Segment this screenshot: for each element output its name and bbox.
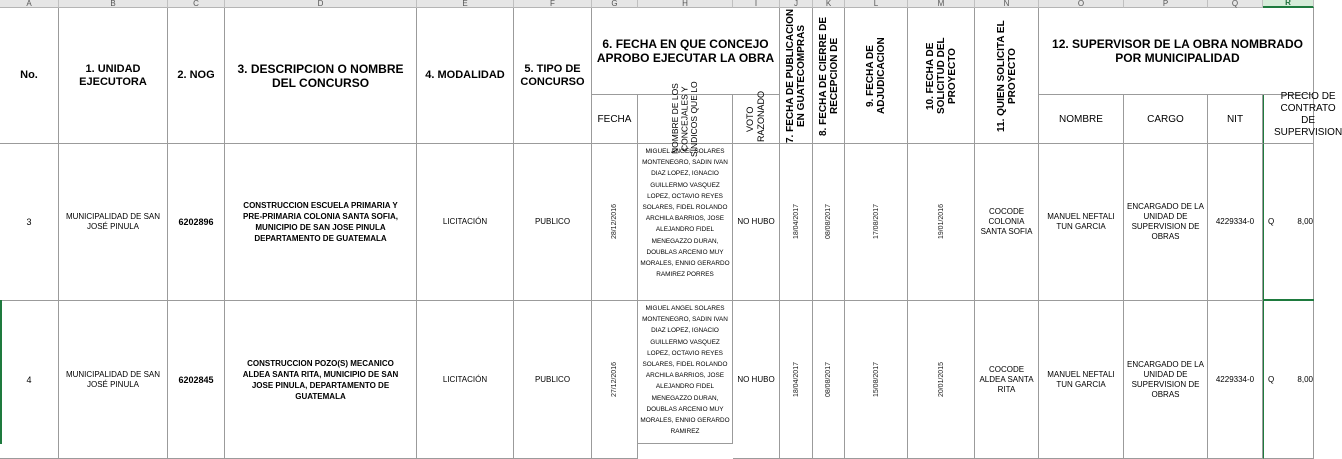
column-header-P[interactable]: P bbox=[1124, 0, 1208, 8]
column-header-G[interactable]: G bbox=[592, 0, 638, 8]
column-header-R[interactable]: R bbox=[1263, 0, 1314, 8]
cell-cierre[interactable]: 08/08/2017 bbox=[813, 144, 845, 301]
cell-adjudicacion[interactable]: 15/08/2017 bbox=[845, 301, 908, 459]
column-header-F[interactable]: F bbox=[514, 0, 592, 8]
cell-nog[interactable]: 6202896 bbox=[168, 144, 225, 301]
header-quien-solicita[interactable]: 11. QUIEN SOLICITA EL PROYECTO bbox=[975, 8, 1039, 144]
header-nog[interactable]: 2. NOG bbox=[168, 8, 225, 144]
cell-publicacion[interactable]: 18/04/2017 bbox=[780, 301, 813, 459]
cell-descripcion[interactable]: CONSTRUCCION ESCUELA PRIMARIA Y PRE-PRIMARIA COLONIA SANTA SOFIA, MUNICIPIO DE SAN JOSE PINULA DEPARTAMENTO DE GUATEMALA bbox=[225, 144, 417, 301]
header-supervisor[interactable]: 12. SUPERVISOR DE LA OBRA NOMBRADO POR MUNICIPALIDAD bbox=[1039, 8, 1314, 95]
column-header-C[interactable]: C bbox=[168, 0, 225, 8]
header-cierre[interactable]: 8. FECHA DE CIERRE DE RECEPCION DE bbox=[813, 8, 845, 144]
currency-symbol: Q bbox=[1268, 374, 1275, 384]
cell-modalidad[interactable]: LICITACIÓN bbox=[417, 144, 514, 301]
header-fecha[interactable]: FECHA bbox=[592, 95, 638, 144]
column-header-A[interactable]: A bbox=[0, 0, 59, 8]
cell-cargo[interactable]: ENCARGADO DE LA UNIDAD DE SUPERVISION DE OBRAS bbox=[1124, 144, 1208, 301]
header-adjudicacion[interactable]: 9. FECHA DE ADJUDICACION bbox=[845, 8, 908, 144]
cell-no[interactable]: 4 bbox=[0, 301, 59, 459]
header-fecha-concejo[interactable]: 6. FECHA EN QUE CONCEJO APROBO EJECUTAR LA OBRA bbox=[592, 8, 780, 95]
column-header-Q[interactable]: Q bbox=[1208, 0, 1263, 8]
column-header-H[interactable]: H bbox=[638, 0, 733, 8]
header-cargo[interactable]: CARGO bbox=[1124, 95, 1208, 144]
cell-no[interactable]: 3 bbox=[0, 144, 59, 301]
price-value: 8,00 bbox=[1297, 217, 1313, 226]
cell-unidad[interactable]: MUNICIPALIDAD DE SAN JOSÉ PINULA bbox=[59, 144, 168, 301]
header-nombre[interactable]: NOMBRE bbox=[1039, 95, 1124, 144]
cell-solicitud[interactable]: 19/01/2016 bbox=[908, 144, 975, 301]
cell-adjudicacion[interactable]: 17/08/2017 bbox=[845, 144, 908, 301]
column-header-E[interactable]: E bbox=[417, 0, 514, 8]
column-header-D[interactable]: D bbox=[225, 0, 417, 8]
cell-precio[interactable] bbox=[1263, 301, 1314, 459]
cell-concejales[interactable]: MIGUEL ANGEL SOLARES MONTENEGRO, SADIN IVAN DIAZ LOPEZ, IGNACIO GUILLERMO VASQUEZ LOPEZ, OCTAVIO REYES SOLARES, FIDEL ROLANDO ARCHILA BARRIOS, JOSE ALEJANDRO FIDEL MENEGAZZO DURAN, DOUBLAS ARCENIO MUY MORALES, ENNIO GERARDO RAMIREZ bbox=[638, 301, 733, 444]
row-selection-marker bbox=[0, 300, 2, 444]
header-nombre-concejales[interactable]: NOMBRE DE LOS CONCEJALES Y SINDICOS QUE LO bbox=[638, 95, 733, 144]
cell-tipo[interactable]: PUBLICO bbox=[514, 144, 592, 301]
header-nit[interactable]: NIT bbox=[1208, 95, 1263, 144]
header-solicitud[interactable]: 10. FECHA DE SOLICITUD DEL PROYECTO bbox=[908, 8, 975, 144]
column-header-K[interactable]: K bbox=[813, 0, 845, 8]
cell-unidad[interactable]: MUNICIPALIDAD DE SAN JOSÉ PINULA bbox=[59, 301, 168, 459]
cell-quien[interactable]: COCODE ALDEA SANTA RITA bbox=[975, 301, 1039, 459]
cell-cierre[interactable]: 08/08/2017 bbox=[813, 301, 845, 459]
cell-nog[interactable]: 6202845 bbox=[168, 301, 225, 459]
cell-nit[interactable]: 4229334-0 bbox=[1208, 301, 1263, 459]
cell-nit[interactable]: 4229334-0 bbox=[1208, 144, 1263, 301]
cell-nombre[interactable]: MANUEL NEFTALI TUN GARCIA bbox=[1039, 144, 1124, 301]
cell-tipo[interactable]: PUBLICO bbox=[514, 301, 592, 459]
header-descripcion[interactable]: 3. DESCRIPCION O NOMBRE DEL CONCURSO bbox=[225, 8, 417, 144]
column-header-B[interactable]: B bbox=[59, 0, 168, 8]
header-voto-razonado[interactable]: VOTO RAZONADO bbox=[733, 95, 780, 144]
cell-quien[interactable]: COCODE COLONIA SANTA SOFIA bbox=[975, 144, 1039, 301]
cell-descripcion[interactable]: CONSTRUCCION POZO(S) MECANICO ALDEA SANTA RITA, MUNICIPIO DE SAN JOSE PINULA, DEPARTAMENTO DE GUATEMALA bbox=[225, 301, 417, 459]
price-value: 8,00 bbox=[1297, 374, 1313, 384]
header-tipo-concurso[interactable]: 5. TIPO DE CONCURSO bbox=[514, 8, 592, 144]
cell-fecha[interactable]: 28/12/2016 bbox=[592, 144, 638, 301]
header-unidad-ejecutora[interactable]: 1. UNIDAD EJECUTORA bbox=[59, 8, 168, 144]
cell-publicacion[interactable]: 18/04/2017 bbox=[780, 144, 813, 301]
active-cell-border bbox=[1263, 299, 1314, 301]
header-precio-supervision[interactable]: PRECIO DE CONTRATO DE SUPERVISION bbox=[1263, 95, 1314, 144]
header-no[interactable]: No. bbox=[0, 8, 59, 144]
column-header-M[interactable]: M bbox=[908, 0, 975, 8]
cell-modalidad[interactable]: LICITACIÓN bbox=[417, 301, 514, 459]
column-header-J[interactable]: J bbox=[780, 0, 813, 8]
cell-nombre[interactable]: MANUEL NEFTALI TUN GARCIA bbox=[1039, 301, 1124, 459]
cell-voto[interactable]: NO HUBO bbox=[733, 301, 780, 459]
column-header-I[interactable]: I bbox=[733, 0, 780, 8]
cell-solicitud[interactable]: 20/01/2015 bbox=[908, 301, 975, 459]
cell-fecha[interactable]: 27/12/2016 bbox=[592, 301, 638, 459]
column-header-O[interactable]: O bbox=[1039, 0, 1124, 8]
currency-symbol: Q bbox=[1268, 217, 1275, 226]
column-header-N[interactable]: N bbox=[975, 0, 1039, 8]
header-publicacion[interactable]: 7. FECHA DE PUBLICACION EN GUATECOMPRAS bbox=[780, 8, 813, 144]
header-modalidad[interactable]: 4. MODALIDAD bbox=[417, 8, 514, 144]
column-header-L[interactable]: L bbox=[845, 0, 908, 8]
cell-cargo[interactable]: ENCARGADO DE LA UNIDAD DE SUPERVISION DE OBRAS bbox=[1124, 301, 1208, 459]
cell-voto[interactable]: NO HUBO bbox=[733, 144, 780, 301]
cell-precio[interactable] bbox=[1263, 144, 1314, 301]
cell-concejales[interactable]: MIGUEL ANGEL SOLARES MONTENEGRO, SADIN IVAN DIAZ LOPEZ, IGNACIO GUILLERMO VASQUEZ LOPEZ, OCTAVIO REYES SOLARES, FIDEL ROLANDO ARCHILA BARRIOS, JOSE ALEJANDRO FIDEL MENEGAZZO DURAN, DOUBLAS ARCENIO MUY MORALES, ENNIO GERARDO RAMIREZ PORRES bbox=[638, 144, 733, 301]
